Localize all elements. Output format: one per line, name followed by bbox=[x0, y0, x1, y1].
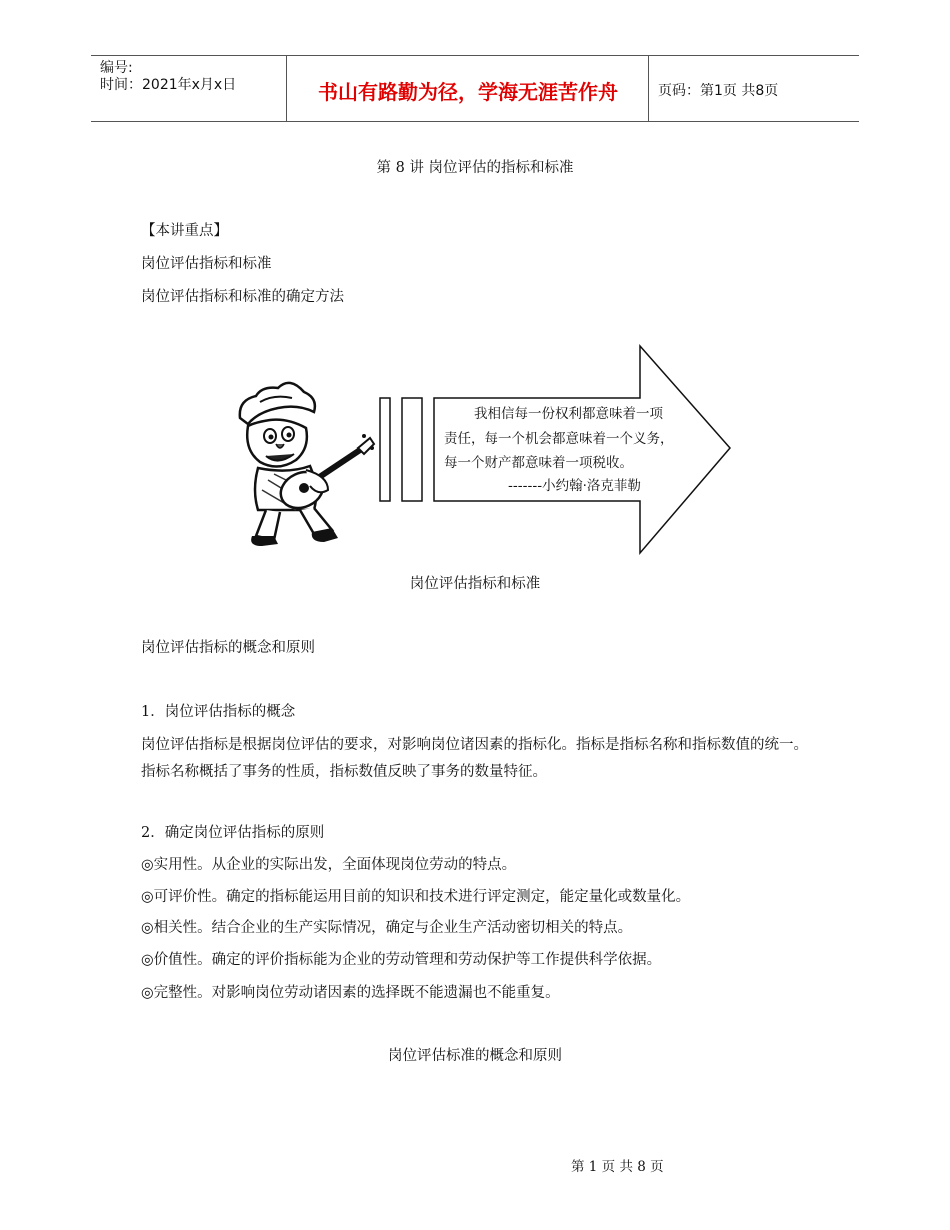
header-page-label: 页码：第1页 共8页 bbox=[658, 83, 779, 99]
subsection-title: 1．岗位评估指标的概念 bbox=[141, 704, 296, 720]
principle-item: ◎相关性。结合企业的生产实际情况，确定与企业生产活动密切相关的特点。 bbox=[141, 920, 633, 936]
section-title: 岗位评估指标的概念和原则 bbox=[141, 640, 315, 656]
subsection-title: 2．确定岗位评估指标的原则 bbox=[141, 825, 325, 841]
quote-line: 责任，每一个机会都意味着一个义务， bbox=[444, 431, 674, 447]
cartoon-guitarist-illustration bbox=[218, 340, 738, 560]
footer-page-number: 第 1 页 共 8 页 bbox=[571, 1159, 664, 1175]
header-time-label: 时间：2021年x月x日 bbox=[100, 77, 237, 93]
header-meta bbox=[100, 60, 236, 94]
key-point-item: 岗位评估指标和标准的确定方法 bbox=[141, 289, 344, 305]
principle-item: ◎可评价性。确定的指标能运用目前的知识和技术进行评定测定，能定量化或数量化。 bbox=[141, 889, 691, 905]
decorative-bar bbox=[402, 398, 422, 501]
quote-figure bbox=[218, 340, 738, 560]
lecture-title: 第 8 讲 岗位评估的指标和标准 bbox=[376, 160, 574, 176]
principle-item: ◎实用性。从企业的实际出发，全面体现岗位劳动的特点。 bbox=[141, 857, 517, 873]
quote-attribution: -------小约翰·洛克菲勒 bbox=[508, 478, 641, 494]
quote-line: 每一个财产都意味着一项税收。 bbox=[444, 455, 633, 471]
principle-item: ◎完整性。对影响岗位劳动诸因素的选择既不能遗漏也不能重复。 bbox=[141, 985, 560, 1001]
quote-line: 我相信每一份权利都意味着一项 bbox=[474, 406, 663, 422]
header-number-label: 编号: bbox=[100, 60, 133, 76]
principle-item: ◎价值性。确定的评价指标能为企业的劳动管理和劳动保护等工作提供科学依据。 bbox=[141, 952, 662, 968]
header-motto: 书山有路勤为径，学海无涯苦作舟 bbox=[318, 80, 618, 104]
decorative-bar bbox=[380, 398, 390, 501]
paragraph: 岗位评估指标是根据岗位评估的要求，对影响岗位诸因素的指标化。指标是指标名称和指标数值的统一。指标名称概括了事务的性质，指标数值反映了事务的数量特征。 bbox=[141, 737, 808, 780]
document-header bbox=[91, 55, 859, 122]
section-title: 岗位评估标准的概念和原则 bbox=[388, 1048, 562, 1064]
key-points-heading: 【本讲重点】 bbox=[141, 223, 228, 239]
key-point-item: 岗位评估指标和标准 bbox=[141, 256, 272, 272]
figure-caption: 岗位评估指标和标准 bbox=[409, 576, 541, 592]
